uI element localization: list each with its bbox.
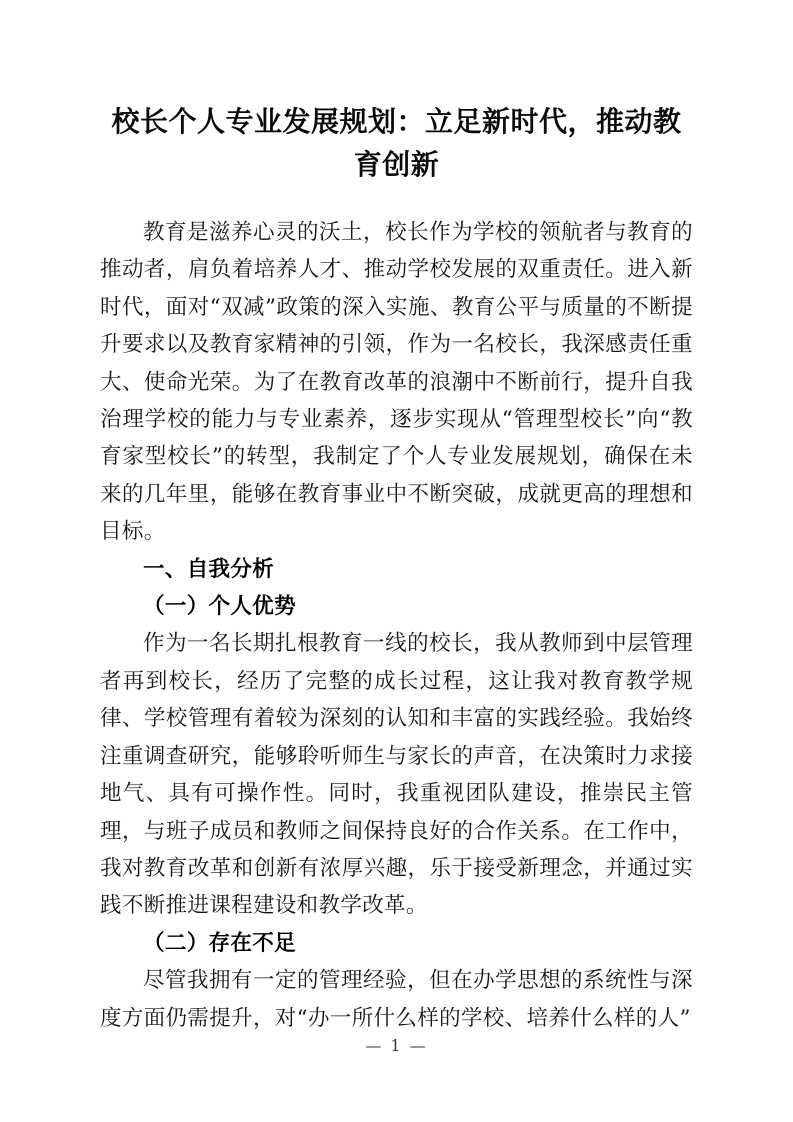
paragraph-personal-strengths: 作为一名长期扎根教育一线的校长，我从教师到中层管理者再到校长，经历了完整的成长过程，这让我对教育教学规律、学校管理有着较为深刻的认知和丰富的实践经验。我始终注重调查研究，能够聆听师生与家长的声音，在决策时力求接地气、具有可操作性。同时，我重视团队建设，推崇民主管理，与班子成员和教师之间保持良好的合作关系。在工作中，我对教育改革和创新有浓厚兴趣，乐于接受新理念，并通过实践不断推进课程建设和教学改革。 <box>100 631 693 919</box>
page-body <box>100 100 693 1037</box>
paragraph-intro: 教育是滋养心灵的沃土，校长作为学校的领航者与教育的推动者，肩负着培养人才、推动学校发展的双重责任。进入新时代，面对“双减”政策的深入实施、教育公平与质量的不断提升要求以及教育家精神的引领，作为一名校长，我深感责任重大、使命光荣。为了在教育改革的浪潮中不断前行，提升自我治理学校的能力与专业素养，逐步实现从“管理型校长”向“教育家型校长”的转型，我制定了个人专业发展规划，确保在未来的几年里，能够在教育事业中不断突破，成就更高的理想和目标。 <box>100 220 693 545</box>
heading-personal-strengths: （一）个人优势 <box>143 594 296 620</box>
heading-shortcomings: （二）存在不足 <box>143 930 296 956</box>
paragraph-shortcomings: 尽管我拥有一定的管理经验，但在办学思想的系统性与深度方面仍需提升，对“办一所什么样的学校、培养什么样的人” <box>100 968 693 1031</box>
page-title: 校长个人专业发展规划：立足新时代，推动教育创新 <box>111 105 682 181</box>
page-number: — 1 — <box>365 1036 428 1055</box>
heading-self-analysis: 一、自我分析 <box>143 556 275 582</box>
